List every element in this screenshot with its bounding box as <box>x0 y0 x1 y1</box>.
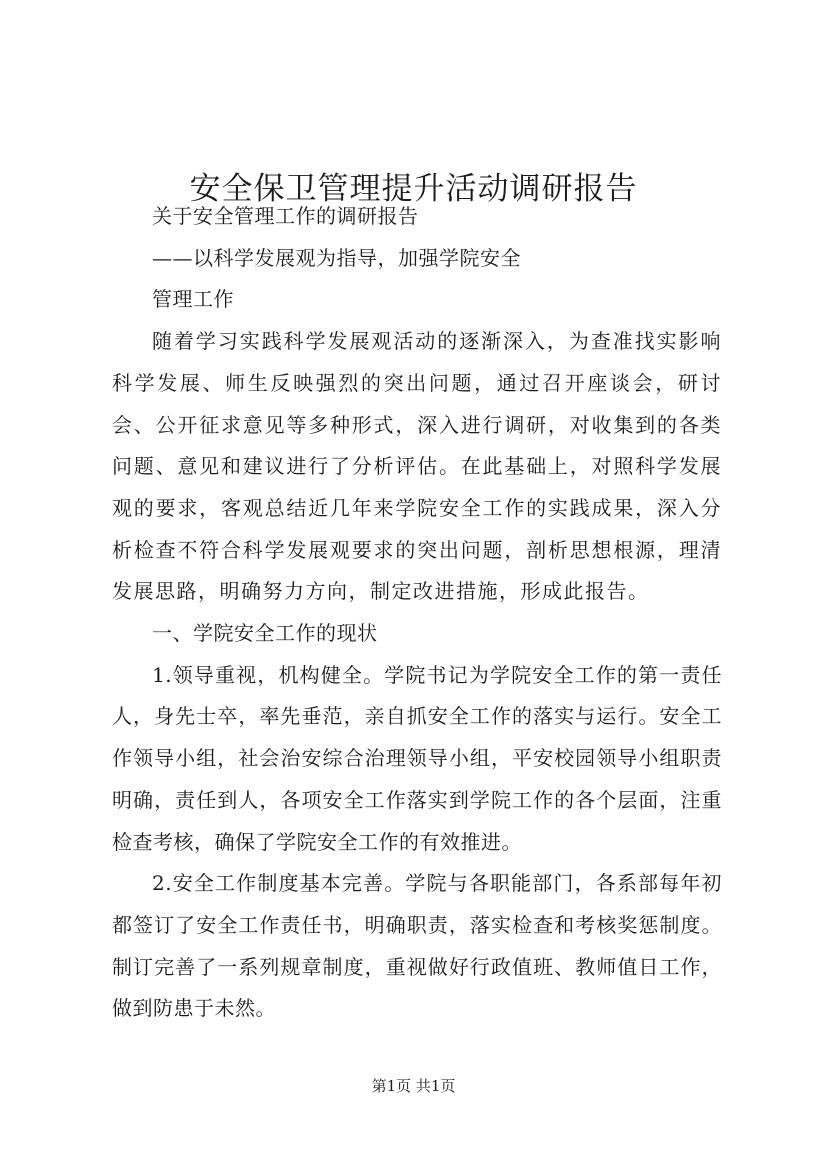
section-heading: 一、学院安全工作的现状 <box>152 621 378 646</box>
page-footer: 第1页 共1页 <box>371 1077 456 1095</box>
subtitle-paragraph: 关于安全管理工作的调研报告 <box>152 204 419 228</box>
intro-paragraph: 随着学习实践科学发展观活动的逐渐深入，为查准找实影响科学发展、师生反映强烈的突出问题，通过召开座谈会，研讨会、公开征求意见等多种形式，深入进行调研，对收集到的各类问题、意见和建议进行了分析评估。在此基础上，对照科学发展观的要求，客观总结近几年来学院安全工作的实践成果，深入分析检查不符合科学发展观要求的突出问题，剖析思想根源，理清发展思路，明确努力方向，制定改进措施，形成此报告。 <box>112 329 722 604</box>
document-title: 安全保卫管理提升活动调研报告 <box>189 170 638 207</box>
body-paragraph: 2.安全工作制度基本完善。学院与各职能部门，各系部每年初都签订了安全工作责任书，明确职责，落实检查和考核奖惩制度。制订完善了一系列规章制度，重视做好行政值班、教师值日工作，做到防患于未然。 <box>112 871 722 1021</box>
subtitle-guideline-paragraph: ——以科学发展观为指导，加强学院安全 <box>152 245 521 270</box>
document-body <box>112 196 722 1030</box>
subtitle-continuation-paragraph: 管理工作 <box>152 287 234 312</box>
body-paragraph: 1.领导重视，机构健全。学院书记为学院安全工作的第一责任人，身先士卒，率先垂范，亲自抓安全工作的落实与运行。安全工作领导小组，社会治安综合治理领导小组，平安校园领导小组职责明确，责任到人，各项安全工作落实到学院工作的各个层面，注重检查考核，确保了学院安全工作的有效推进。 <box>112 662 722 854</box>
